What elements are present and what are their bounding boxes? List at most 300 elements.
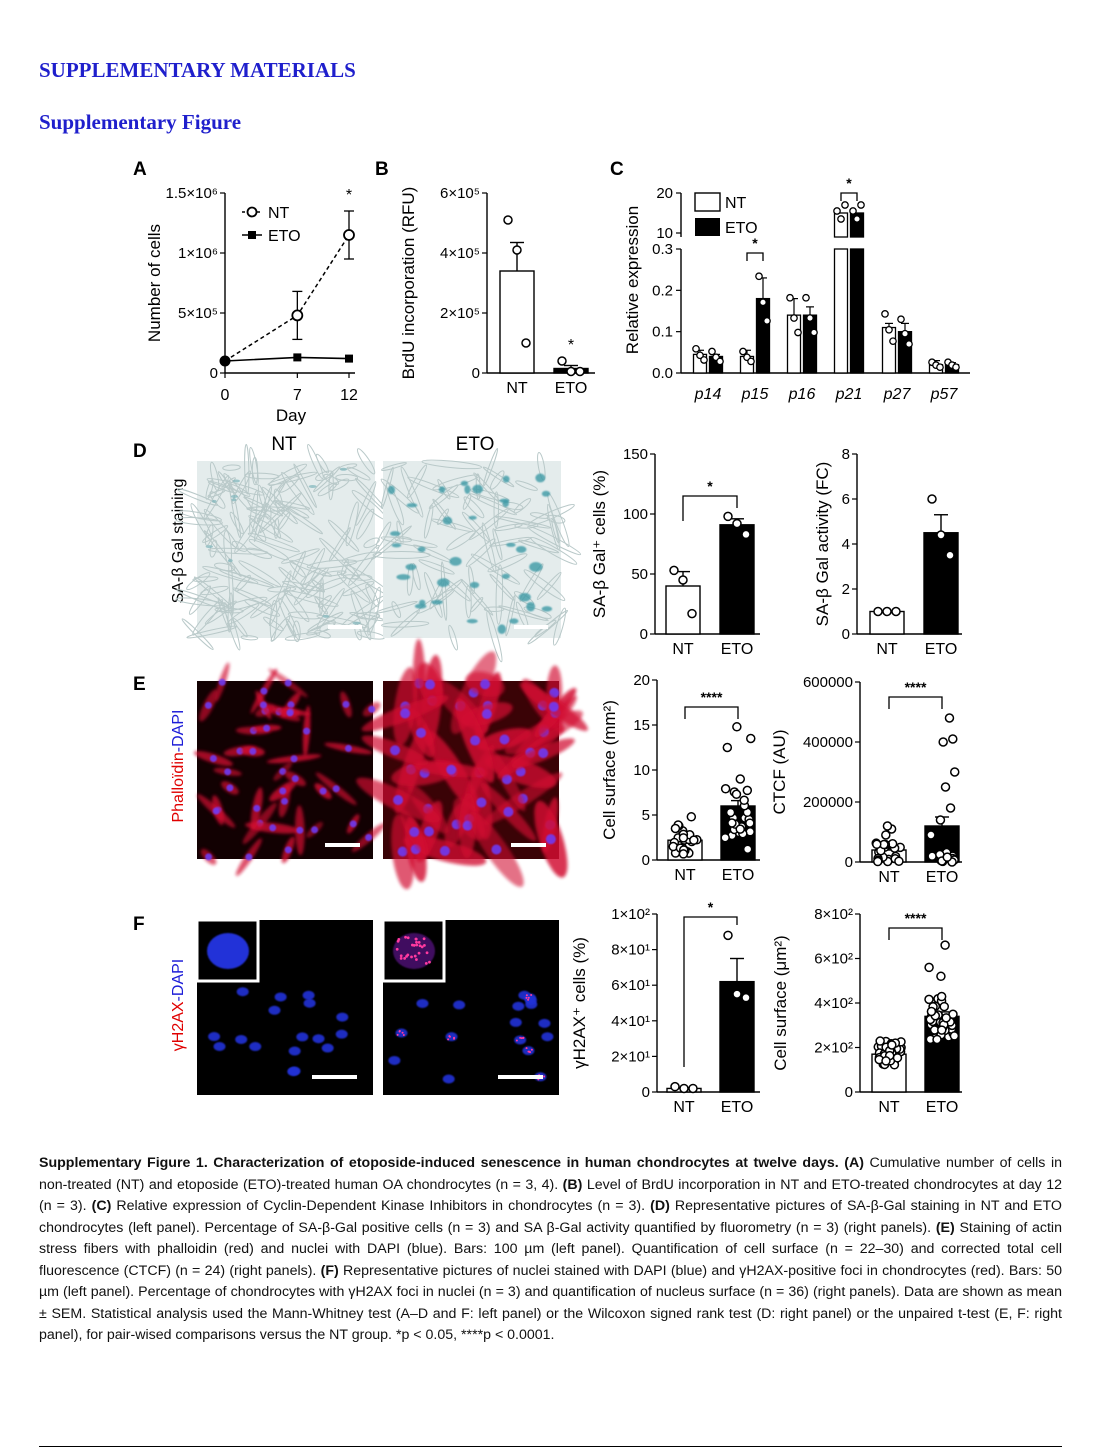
inset-focus: [406, 954, 409, 957]
x-tick-label: NT: [878, 1099, 900, 1116]
panel-letter: A: [133, 159, 147, 180]
data-point: [893, 1054, 901, 1062]
data-point: [690, 836, 698, 844]
nucleus: [322, 1044, 334, 1053]
y-tick-label: 4×10¹: [611, 1012, 650, 1030]
y-axis-label: Cell surface (μm²): [771, 935, 790, 1071]
chart-e-ctcf: [770, 674, 962, 886]
legend-marker-eto: [248, 231, 256, 239]
stained-cell: [206, 545, 213, 548]
x-axis-label: Day: [275, 406, 307, 425]
nucleus: [470, 736, 480, 746]
row-label-e: [170, 710, 187, 823]
y-tick-label: 5: [641, 807, 650, 824]
nucleus: [393, 795, 403, 805]
stained-cell: [231, 498, 236, 501]
stained-cell: [542, 606, 553, 611]
y-tick-label: 8×10¹: [611, 941, 650, 959]
data-point: [928, 495, 936, 503]
legend-swatch-nt: [695, 193, 720, 211]
data-point: [733, 723, 741, 731]
nucleus: [226, 784, 233, 791]
scale-bar: [498, 1075, 543, 1079]
stained-cell: [503, 476, 510, 483]
data-point: [748, 358, 754, 364]
h2ax-focus: [526, 1047, 528, 1049]
micrograph-panels: [170, 434, 592, 1095]
data-point: [736, 775, 744, 783]
data-point: [724, 931, 732, 939]
image-d-nt: [176, 443, 395, 650]
bar: [720, 525, 754, 634]
nucleus: [245, 854, 252, 861]
y-axis-label: γH2AX⁺ cells (%): [570, 937, 589, 1069]
h2ax-focus: [529, 1051, 531, 1053]
footer-rule: [39, 1446, 1062, 1447]
y-tick-label: 20: [633, 672, 650, 689]
x-tick-label: ETO: [720, 1099, 754, 1116]
nucleus: [210, 755, 217, 762]
inset-focus: [423, 937, 426, 940]
caption-text: Representative pictures of nuclei stained with DAPI (blue) and γH2AX-positive foci in chondrocytes (red). Bars: 50 µm (left panel). Percentage of chondrocytes with γH2AX foci in nuclei (n = 3) and quantification of nucleus surface (n = 36) (right panels). Data are shown as mean ± SEM. Statistical analysis used the Mann-Whitney test (A–D and F: left panel) or the Wilcoxon signed rank test (D: right panel) or the unpaired t-test (E, F: right panel), for pair-wised comparisons versus the NT group. *p < 0.05, ****p < 0.0001.: [39, 1262, 1062, 1343]
inset-focus: [418, 941, 421, 944]
panel-letter: C: [610, 159, 624, 180]
nucleus: [235, 1035, 247, 1044]
nucleus: [503, 807, 513, 817]
data-point: [943, 853, 951, 861]
chart-a-growth: [145, 185, 358, 425]
stained-cell: [439, 486, 445, 493]
inset-focus: [403, 957, 406, 960]
inset-focus: [428, 961, 431, 964]
nucleus: [311, 826, 318, 833]
x-tick-label: 12: [340, 387, 358, 404]
data-point: [873, 840, 881, 848]
nucleus: [281, 798, 288, 805]
significance-label: ****: [700, 689, 723, 705]
x-tick-label: ETO: [924, 641, 958, 658]
stained-cell: [542, 491, 550, 497]
data-point: [747, 735, 755, 743]
nucleus: [205, 853, 212, 860]
bar: [757, 299, 770, 373]
data-point: [942, 1014, 950, 1022]
legend-marker-nt: [248, 208, 257, 217]
y-tick-label: 6: [841, 491, 850, 508]
row-label-f-blue: -DAPI: [170, 958, 187, 1002]
data-point: [940, 1003, 948, 1011]
inset-focus: [415, 944, 418, 947]
row-label-e-red: Phalloïdin: [170, 752, 187, 823]
nucleus: [253, 805, 260, 812]
scale-bar: [325, 843, 360, 847]
nucleus: [237, 987, 249, 996]
nucleus: [303, 728, 310, 735]
nucleus: [350, 820, 357, 827]
y-tick-label: 2×10¹: [611, 1048, 650, 1066]
y-axis-label: SA-β Gal⁺ cells (%): [590, 469, 609, 619]
data-point: [888, 1041, 896, 1049]
y-tick-label: 0.2: [652, 282, 673, 300]
data-point: [946, 551, 954, 559]
significance-bracket: [747, 253, 763, 261]
nucleus: [285, 846, 292, 853]
nucleus: [345, 745, 352, 752]
nucleus: [296, 827, 303, 834]
y-axis-label: CTCF (AU): [770, 729, 789, 815]
page-title: SUPPLEMENTARY MATERIALS: [39, 58, 356, 82]
nucleus: [538, 1019, 550, 1028]
y-tick-label: 8: [841, 446, 850, 463]
x-tick-label: NT: [878, 869, 900, 886]
data-point: [791, 315, 797, 321]
y-tick-label: 4: [841, 536, 850, 553]
y-tick-label: 1×10⁶: [178, 245, 218, 262]
chart-e-cell-surface: [600, 672, 760, 884]
stained-cell: [450, 557, 462, 566]
y-tick-label: 5×10⁵: [177, 305, 218, 322]
stained-cell: [415, 604, 427, 609]
data-point: [925, 963, 933, 971]
stained-cell: [464, 485, 470, 494]
legend-label: NT: [725, 195, 747, 212]
stained-cell: [472, 485, 483, 494]
nucleus: [424, 827, 434, 837]
stained-cell: [309, 485, 317, 488]
y-tick-label: 0: [841, 626, 850, 643]
nucleus: [303, 991, 315, 1000]
nucleus: [388, 1056, 400, 1065]
h2ax-focus: [525, 997, 527, 999]
nucleus: [286, 709, 293, 716]
h2ax-focus: [397, 1034, 399, 1036]
nucleus: [214, 1042, 226, 1051]
stained-cell: [506, 543, 516, 547]
data-point: [671, 1083, 679, 1091]
data-point: [756, 273, 762, 279]
data-point: [834, 208, 840, 214]
nucleus: [396, 1028, 408, 1037]
nucleus: [336, 1013, 348, 1022]
nucleus: [342, 701, 349, 708]
h2ax-focus: [531, 1049, 533, 1051]
x-tick-label: p21: [835, 386, 863, 403]
image-e-nt: [193, 661, 388, 878]
y-tick-label: 0: [209, 365, 218, 382]
legend-label: NT: [268, 205, 290, 222]
nucleus: [482, 709, 492, 719]
y-tick-label: 0.0: [652, 365, 673, 382]
y-tick-label: 0: [641, 1084, 650, 1101]
h2ax-focus: [527, 999, 529, 1001]
nucleus: [268, 1006, 280, 1015]
nucleus: [541, 1032, 553, 1041]
significance-bracket: [889, 697, 942, 709]
h2ax-focus: [516, 1039, 518, 1041]
data-point: [951, 768, 959, 776]
data-point: [724, 512, 732, 520]
nucleus: [275, 992, 287, 1001]
inset-focus: [400, 954, 403, 957]
nucleus: [546, 834, 556, 844]
x-tick-label: p57: [930, 386, 958, 403]
nucleus: [368, 706, 375, 713]
panel-letter: D: [133, 441, 147, 462]
h2ax-focus: [526, 994, 528, 996]
nucleus: [538, 748, 548, 758]
caption-label: (B): [562, 1176, 583, 1193]
data-point: [679, 576, 687, 584]
data-point: [709, 348, 715, 354]
data-point: [874, 858, 882, 866]
figure-caption: [39, 1153, 1062, 1347]
data-point: [882, 311, 888, 317]
data-point: [882, 831, 890, 839]
h2ax-focus: [403, 1034, 405, 1036]
data-point: [721, 834, 729, 842]
data-point: [733, 990, 741, 998]
data-point: [811, 329, 817, 335]
nucleus: [263, 725, 270, 732]
data-point: [892, 608, 900, 616]
caption-text: Level of BrdU incorporation in NT and ETO-treated chondrocytes at day 12 (n = 3).: [39, 1176, 1062, 1214]
nucleus: [219, 679, 226, 686]
caption-text: Cumulative number of cells in non-treated (NT) and etoposide (ETO)-treated human OA chondrocytes (n = 3, 4).: [39, 1155, 1062, 1193]
stained-cell: [231, 495, 238, 498]
series-line-nt: [225, 235, 349, 361]
caption-text: Relative expression of Cyclin-Dependent Kinase Inhibitors in chondrocytes (n = 3).: [116, 1198, 646, 1214]
h2ax-focus: [453, 1037, 455, 1039]
data-point: [937, 972, 945, 980]
significance-label: *: [707, 478, 713, 494]
y-tick-label: 20: [656, 185, 673, 202]
y-tick-label: 4×10⁵: [439, 245, 480, 262]
stained-cell: [418, 547, 426, 553]
inset-focus: [410, 956, 413, 959]
nucleus: [510, 1018, 522, 1027]
y-axis-label: BrdU incorporation (RFU): [399, 186, 418, 380]
stained-cell: [467, 619, 478, 623]
y-tick-label: 2: [841, 581, 850, 598]
nucleus: [291, 755, 298, 762]
nucleus: [249, 1042, 261, 1051]
data-point: [693, 346, 699, 352]
inset-focus: [419, 944, 422, 947]
column-header-eto: ETO: [455, 434, 495, 455]
data-point: [740, 348, 746, 354]
nucleus: [287, 1067, 299, 1076]
nucleus: [296, 1032, 308, 1041]
scale-bar: [514, 625, 548, 629]
inset-focus: [418, 952, 421, 955]
nucleus: [260, 701, 267, 708]
data-point: [938, 993, 946, 1001]
row-label-e-blue: -DAPI: [170, 709, 187, 753]
stained-cell: [392, 543, 402, 547]
data-point: [895, 857, 903, 865]
data-point: [787, 295, 793, 301]
y-tick-label: 1×10²: [611, 906, 650, 923]
stained-cell: [461, 481, 468, 486]
chart-b-brdu: [399, 185, 595, 397]
bar: [788, 315, 801, 373]
data-point: [939, 738, 947, 746]
stained-cell: [443, 517, 452, 525]
significance-label: *: [567, 337, 575, 354]
significance-label: ****: [904, 910, 927, 926]
inset-focus: [404, 936, 407, 939]
data-point: [687, 813, 695, 821]
stained-cell: [526, 602, 535, 612]
y-axis-label: Cell surface (mm²): [600, 700, 619, 840]
x-tick-label: p15: [741, 386, 769, 403]
data-point: [949, 735, 957, 743]
inset-focus: [411, 944, 414, 947]
y-tick-label: 0: [471, 365, 480, 382]
y-tick-label: 0: [844, 854, 853, 871]
data-point: [670, 566, 678, 574]
x-tick-label: ETO: [925, 869, 959, 886]
chart-f-gh2ax-percent: [570, 899, 760, 1116]
data-point: [902, 331, 908, 337]
nucleus: [292, 775, 299, 782]
data-point: [701, 357, 707, 363]
chart-d-sagal-percent: [590, 446, 760, 658]
data-point: [886, 327, 892, 333]
stained-cell: [322, 615, 329, 618]
x-tick-label: p16: [788, 386, 816, 403]
stained-cell: [502, 574, 510, 579]
nucleus: [224, 768, 231, 775]
page-subtitle: Supplementary Figure: [39, 110, 242, 134]
nucleus: [320, 788, 327, 795]
significance-label: *: [345, 187, 353, 204]
data-point: [688, 610, 696, 618]
data-point: [576, 368, 584, 376]
data-point: [945, 714, 953, 722]
x-tick-label: NT: [876, 641, 898, 658]
nucleus: [285, 680, 292, 687]
y-tick-label: 600000: [802, 674, 853, 691]
data-point: [689, 1084, 697, 1092]
data-point: [925, 995, 933, 1003]
x-tick-label: NT: [506, 380, 528, 397]
caption-label: (A): [844, 1155, 864, 1171]
inset-focus: [426, 951, 429, 954]
bar: [883, 328, 896, 373]
data-point: [850, 208, 856, 214]
stained-cell: [340, 468, 347, 471]
h2ax-focus: [530, 994, 532, 996]
legend-label: ETO: [268, 228, 301, 245]
nucleus: [512, 1002, 524, 1011]
y-tick-label: 0.3: [652, 241, 673, 258]
y-tick-label: 100: [622, 506, 648, 523]
data-point: [744, 845, 752, 853]
data-point: [728, 819, 736, 827]
caption-title: Supplementary Figure 1. Characterization of etoposide-induced senescence in human chondrocytes at twelve days.: [39, 1155, 839, 1171]
y-tick-label: 2×10²: [814, 1039, 853, 1057]
data-point: [764, 318, 770, 324]
nucleus: [446, 765, 456, 775]
x-tick-label: p27: [883, 386, 911, 403]
nucleus: [289, 1047, 301, 1056]
data-point: [874, 608, 882, 616]
data-point: [937, 531, 945, 539]
inset-focus: [425, 962, 428, 965]
image-f-eto: [383, 920, 559, 1095]
stained-cell: [388, 486, 395, 495]
data-point: [858, 202, 864, 208]
nucleus: [425, 680, 435, 690]
nucleus: [287, 701, 294, 708]
nucleus: [333, 785, 340, 792]
stained-cell: [431, 600, 443, 605]
y-tick-label: 200000: [802, 794, 853, 811]
stained-cell: [535, 474, 545, 483]
data-point: [722, 785, 730, 793]
data-point: [727, 808, 735, 816]
nucleus: [476, 797, 486, 807]
significance-label: *: [752, 235, 758, 251]
nucleus: [279, 788, 286, 795]
stained-cell: [469, 516, 477, 520]
data-point: [950, 1032, 958, 1040]
x-tick-label: ETO: [925, 1099, 959, 1116]
y-tick-label: 15: [633, 717, 650, 734]
data-point-eto: [293, 353, 301, 361]
nucleus: [313, 1034, 325, 1043]
data-point: [522, 339, 530, 347]
data-point: [933, 1035, 941, 1043]
y-tick-label: 10: [656, 225, 673, 242]
legend-label: ETO: [725, 220, 758, 237]
data-point: [671, 825, 679, 833]
nucleus: [443, 1074, 455, 1083]
panel-letter: B: [375, 159, 389, 180]
x-tick-label: ETO: [720, 641, 754, 658]
y-tick-label: 1.5×10⁶: [165, 185, 218, 202]
y-tick-label: 0: [844, 1084, 853, 1101]
significance-label: ****: [904, 679, 927, 695]
significance-bracket: [685, 707, 738, 719]
data-point: [838, 216, 844, 222]
image-d-eto: [370, 448, 582, 663]
caption-label: (F): [320, 1262, 339, 1279]
data-point: [928, 852, 936, 860]
nucleus: [480, 679, 490, 689]
nucleus: [208, 1032, 220, 1041]
y-tick-label: 150: [622, 446, 648, 463]
data-point: [742, 994, 750, 1002]
nucleus: [249, 748, 256, 755]
nucleus: [416, 999, 428, 1008]
nucleus: [416, 728, 426, 738]
stained-cell: [503, 500, 509, 507]
stained-cell: [228, 559, 233, 562]
y-axis-label: Relative expression: [623, 205, 642, 355]
x-tick-label: 0: [220, 387, 230, 404]
nucleus: [499, 735, 509, 745]
row-label-d: SA-β Gal staining: [170, 478, 187, 604]
data-point: [890, 338, 896, 344]
stained-cell: [516, 546, 527, 553]
y-axis-label: Number of cells: [145, 223, 164, 343]
data-point: [717, 358, 723, 364]
chart-f-nucleus-surface: [771, 906, 962, 1116]
significance-label: *: [846, 175, 852, 191]
data-point: [927, 1007, 935, 1015]
